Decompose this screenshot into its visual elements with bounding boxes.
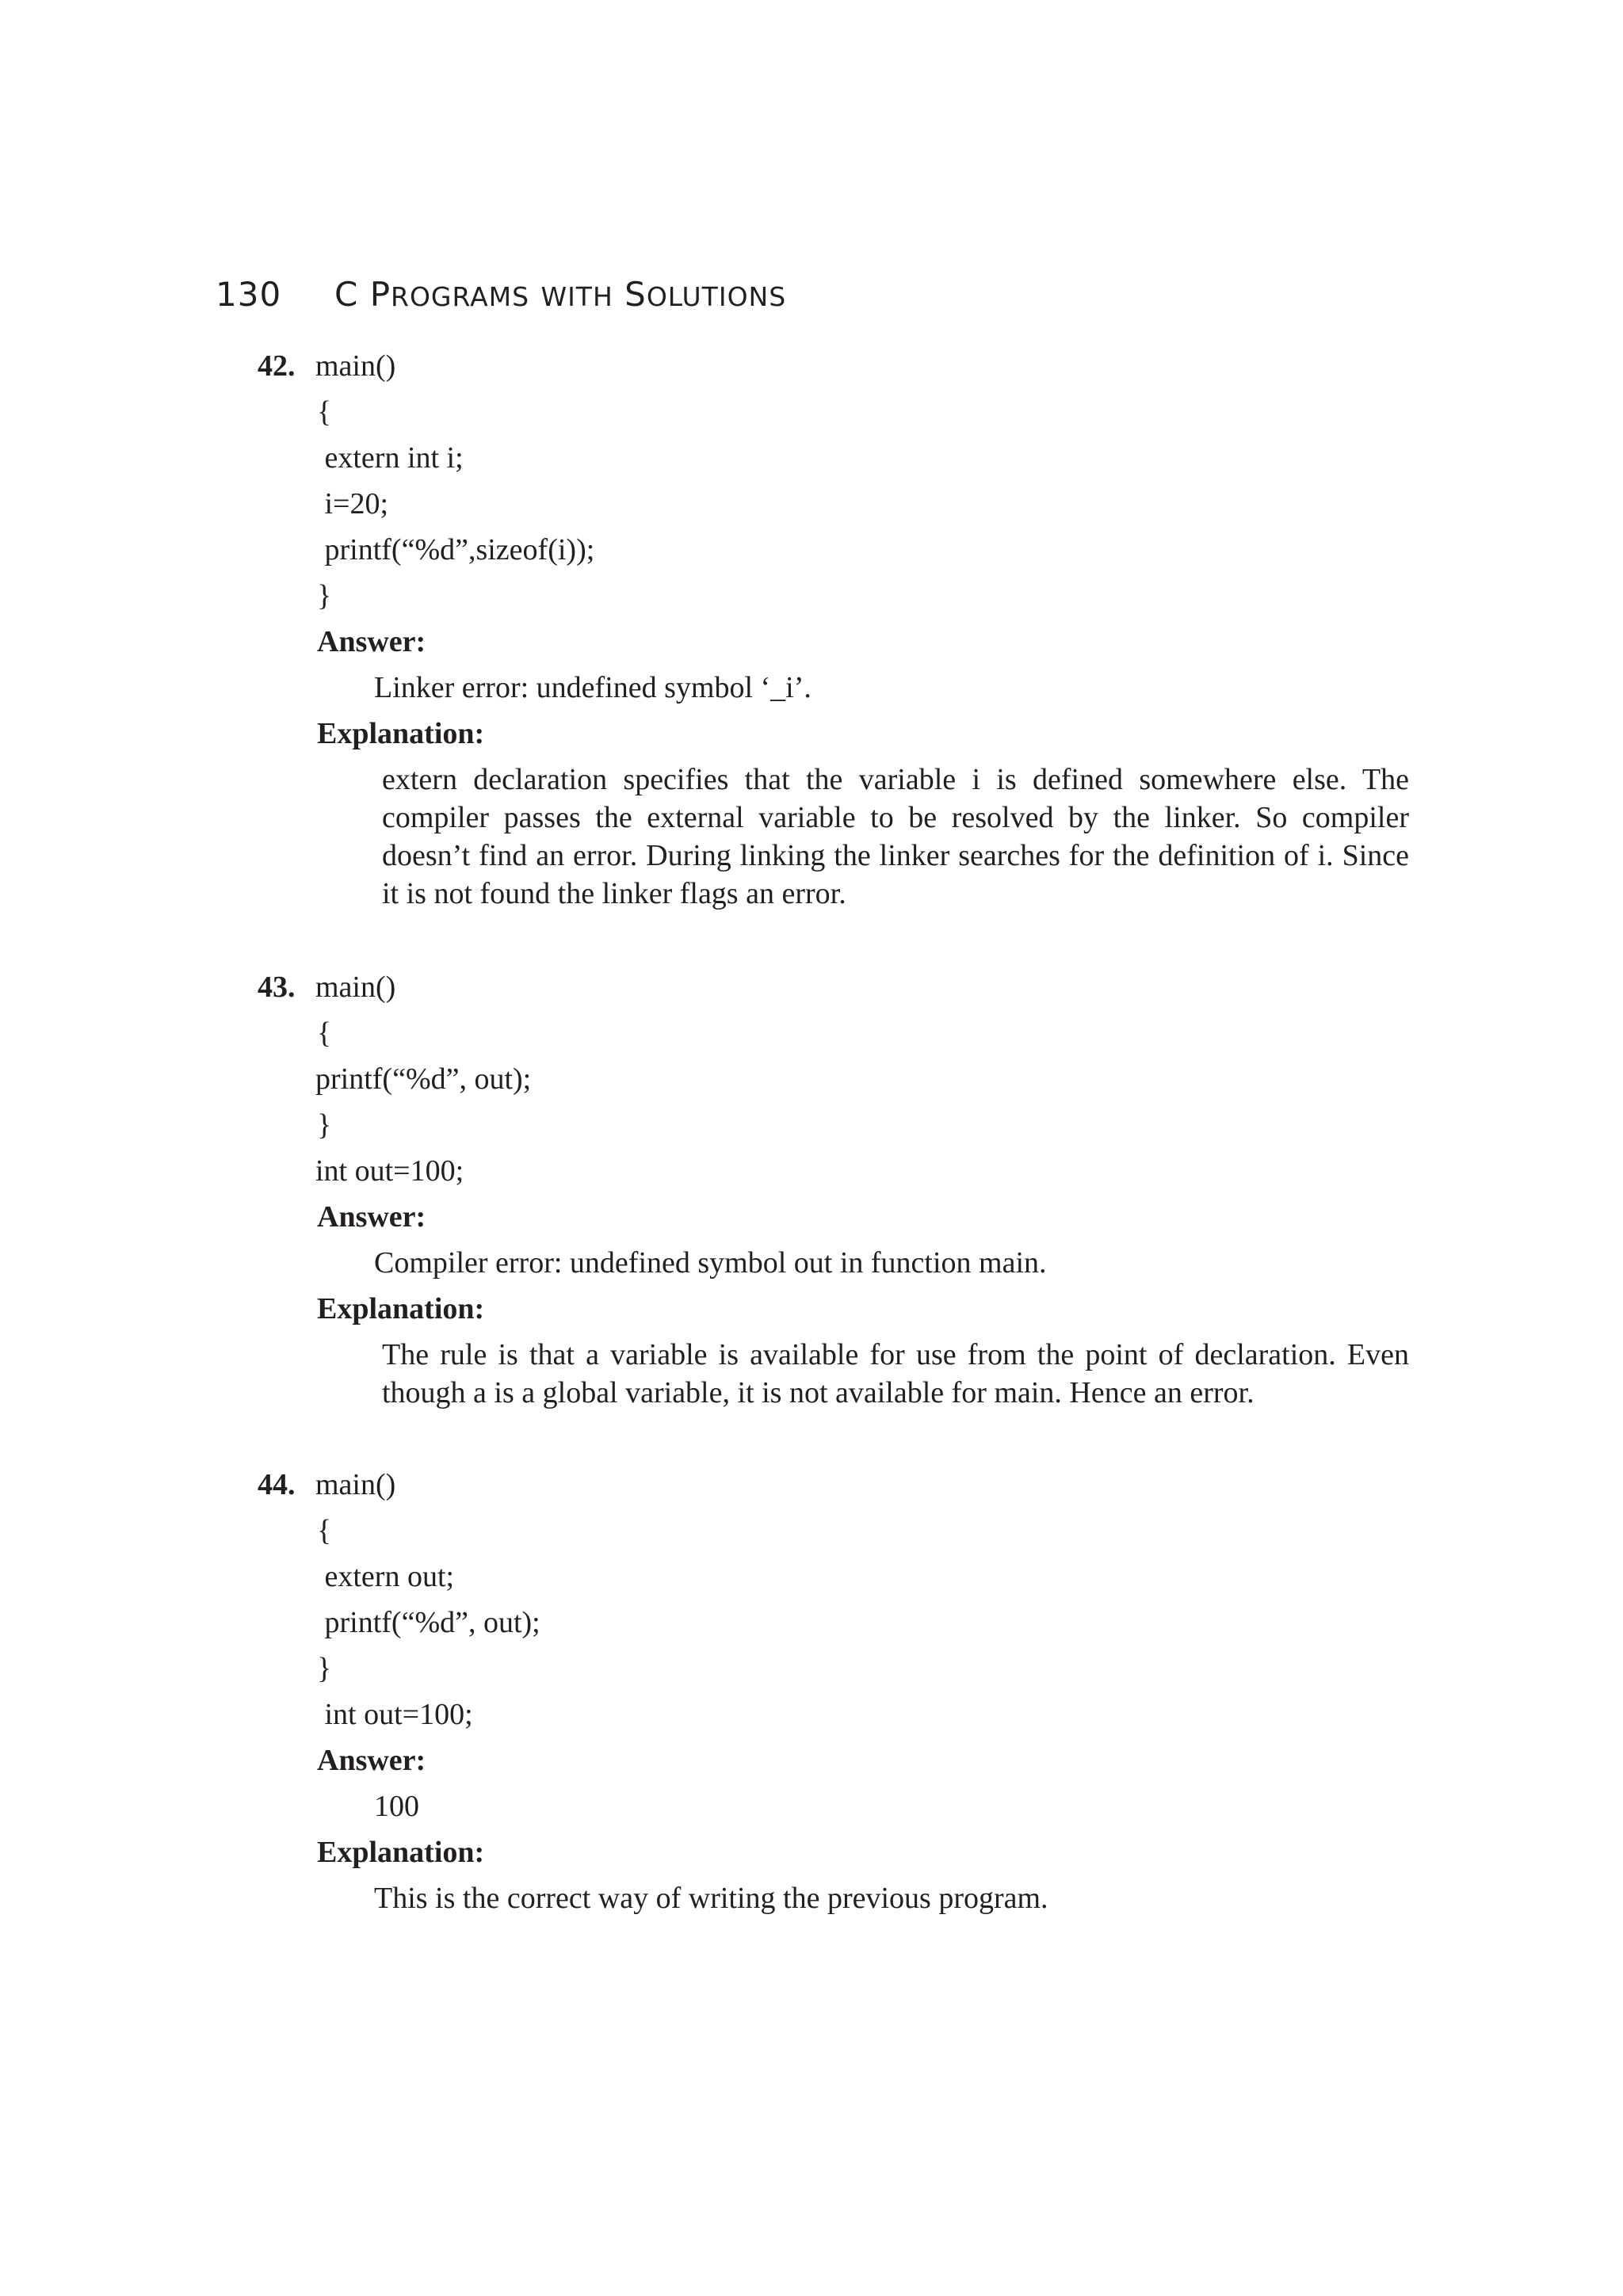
answer-label: Answer: [317, 1744, 426, 1777]
running-header [216, 271, 786, 321]
code-line: } [317, 1108, 332, 1142]
explanation-label: Explanation: [317, 1836, 485, 1869]
code-line: extern int i; [317, 441, 464, 475]
code-line: printf(“%d”, out); [315, 1062, 532, 1096]
problem-number: 44. [258, 1468, 296, 1501]
code-line: main() [315, 349, 396, 383]
book-title: C PROGRAMS WITH SOLUTIONS [334, 275, 787, 314]
problem-number: 42. [258, 349, 296, 383]
code-line: i=20; [317, 487, 389, 521]
problem-number: 43. [258, 971, 296, 1004]
code-line: extern out; [317, 1560, 455, 1593]
answer-label: Answer: [317, 625, 426, 658]
code-line: main() [315, 971, 396, 1004]
explanation-text: The rule is that a variable is available for use from the point of declaration. Even though a is a global variable, it is not available for main. Hence an error. [382, 1338, 1409, 1409]
explanation-label: Explanation: [317, 1292, 485, 1325]
code-line: printf(“%d”,sizeof(i)); [317, 533, 595, 566]
code-line: } [317, 579, 332, 612]
page-number: 130 [216, 275, 282, 314]
code-line: { [317, 395, 332, 429]
code-line: { [317, 1016, 332, 1050]
code-line: int out=100; [315, 1154, 464, 1188]
answer-text: Compiler error: undefined symbol out in function main. [374, 1246, 1047, 1280]
answer-label: Answer: [317, 1200, 426, 1234]
code-line: } [317, 1652, 332, 1685]
code-line: int out=100; [317, 1698, 473, 1731]
explanation-label: Explanation: [317, 717, 485, 750]
explanation-text: This is the correct way of writing the previous program. [374, 1882, 1048, 1915]
code-line: printf(“%d”, out); [317, 1606, 540, 1639]
code-line: main() [315, 1468, 396, 1501]
code-line: { [317, 1514, 332, 1547]
answer-text: 100 [374, 1790, 419, 1823]
explanation-text: extern declaration specifies that the variable i is defined somewhere else. The compiler passes the external variable to be resolved by the linker. So compiler doesn’t find an error. During linking the linker searches for the definition of i. Since it is not found the linker flags an error. [382, 763, 1409, 910]
answer-text: Linker error: undefined symbol ‘_i’. [374, 671, 812, 704]
